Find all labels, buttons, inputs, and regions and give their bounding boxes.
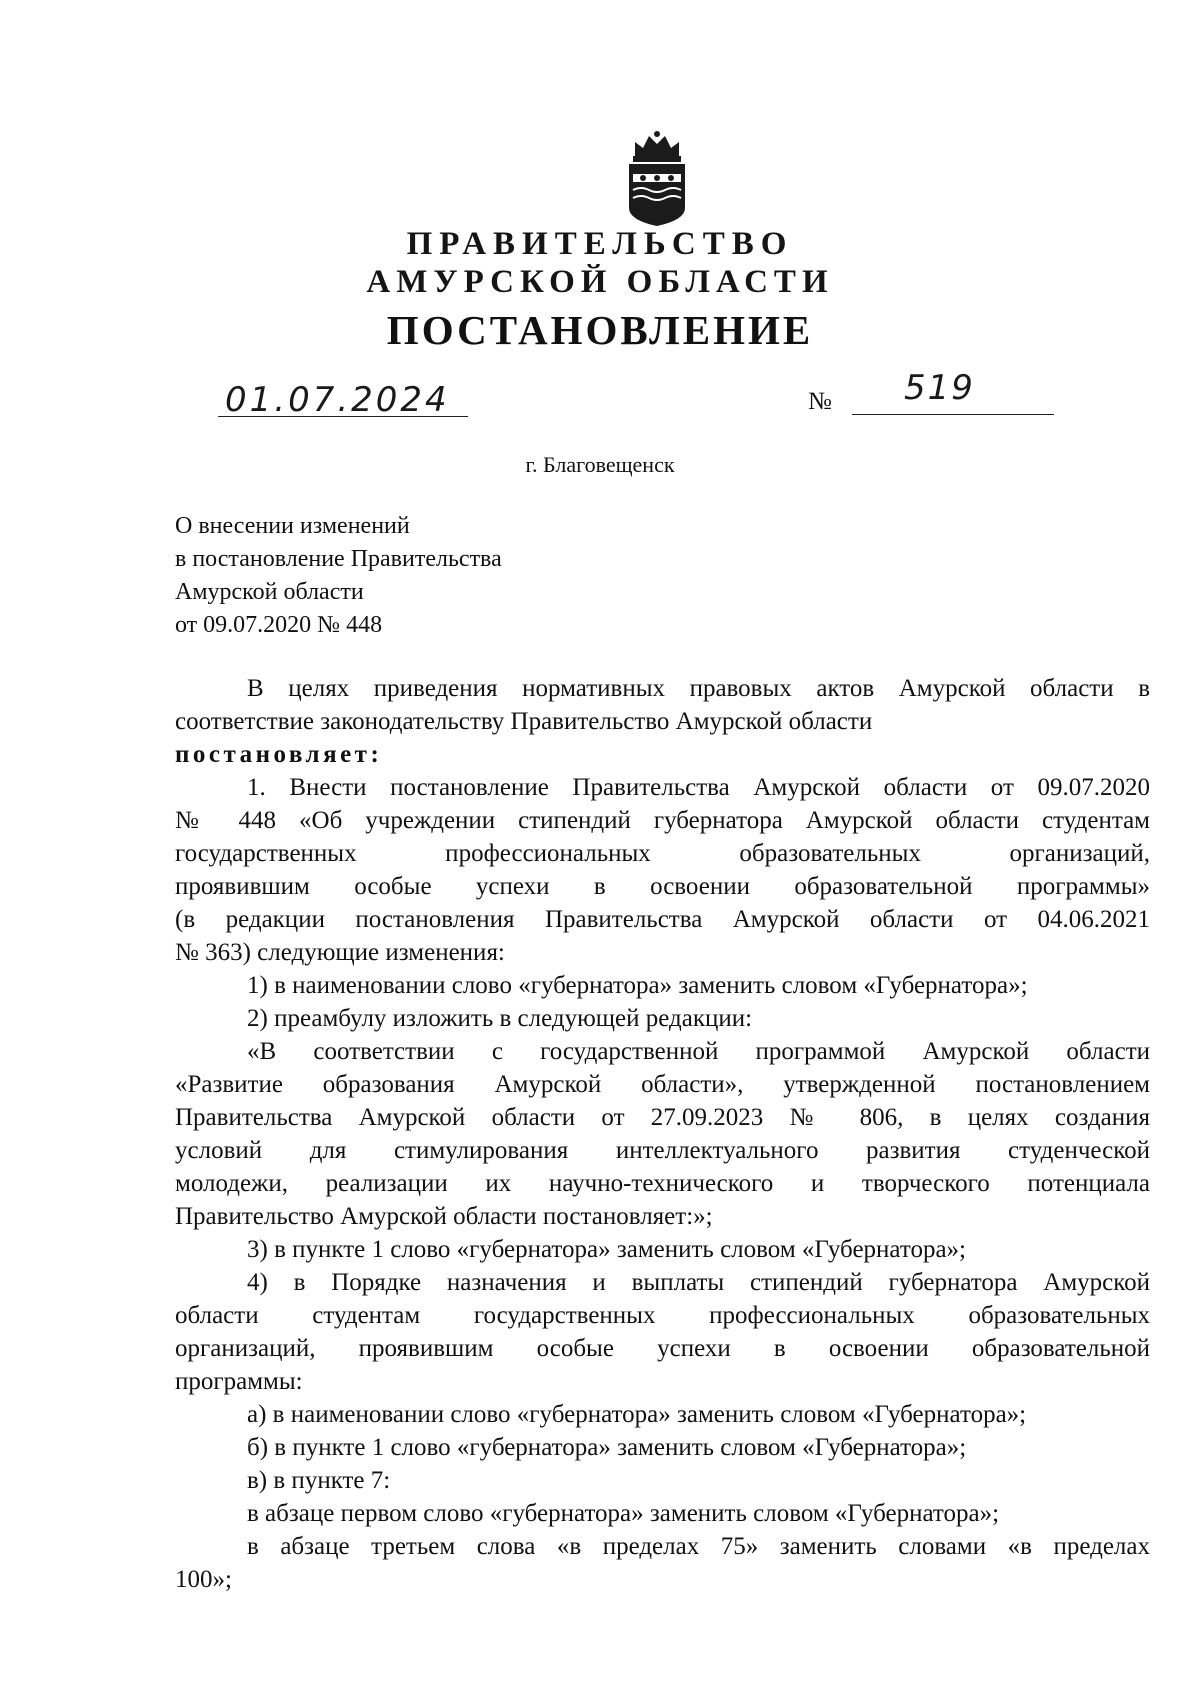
resolves-word: постановляет: xyxy=(175,741,383,768)
item1-line: № 363) следующие изменения: xyxy=(175,939,505,966)
quote-line: «В соответствии с государственной программой Амурской области xyxy=(247,1038,1150,1065)
date-underline xyxy=(218,416,468,417)
item1-line: 1. Внести постановление Правительства Амурской области от 09.07.2020 xyxy=(247,774,1150,801)
item1-line: государственных профессиональных образовательных организаций, xyxy=(175,840,1150,867)
subject-line: Амурской области xyxy=(175,579,364,605)
coat-of-arms-icon xyxy=(621,128,693,228)
subitem-4-line: программы: xyxy=(175,1368,303,1395)
item1-line: № 448 «Об учреждении стипендий губернатора Амурской области студентам xyxy=(175,807,1150,834)
document-body xyxy=(175,672,1150,1596)
city-name: г. Благовещенск xyxy=(525,452,675,477)
quote-line: Правительство Амурской области постановляет:»; xyxy=(175,1203,713,1230)
item1-line: (в редакции постановления Правительства Амурской области от 04.06.2021 xyxy=(175,906,1150,933)
quote-line: условий для стимулирования интеллектуального развития студенческой xyxy=(175,1137,1150,1164)
number-sign: № xyxy=(808,388,832,415)
quote-line: молодежи, реализации их научно-технического и творческого потенциала xyxy=(175,1170,1150,1197)
subject-line: от 09.07.2020 № 448 xyxy=(175,612,383,638)
preamble-line: соответствие законодательству Правительство Амурской области xyxy=(175,708,873,735)
subject-line: в постановление Правительства xyxy=(175,546,502,572)
item1-line: проявившим особые успехи в освоении образовательной программы» xyxy=(175,873,1150,900)
quote-line: Правительства Амурской области от 27.09.2023 № 806, в целях создания xyxy=(175,1104,1150,1131)
subitem-2: 2) преамбулу изложить в следующей редакции: xyxy=(247,1005,753,1032)
paragraph-third-change-line: в абзаце третьем слова «в пределах 75» заменить словами «в пределах xyxy=(247,1533,1150,1560)
subitem-4-line: области студентам государственных профессиональных образовательных xyxy=(175,1302,1150,1329)
subitem-4a: а) в наименовании слово «губернатора» заменить словом «Губернатора»; xyxy=(247,1401,1027,1428)
subitem-3: 3) в пункте 1 слово «губернатора» заменить словом «Губернатора»; xyxy=(247,1236,967,1263)
preamble-line: В целях приведения нормативных правовых актов Амурской области в xyxy=(247,675,1150,702)
org-name-line2: АМУРСКОЙ ОБЛАСТИ xyxy=(366,264,834,300)
subitem-1: 1) в наименовании слово «губернатора» заменить словом «Губернатора»; xyxy=(247,972,1028,999)
document-subject xyxy=(175,510,502,642)
paragraph-first-change: в абзаце первом слово «губернатора» заменить словом «Губернатора»; xyxy=(247,1500,1000,1527)
subitem-4b: б) в пункте 1 слово «губернатора» заменить словом «Губернатора»; xyxy=(247,1434,967,1461)
paragraph-third-change-line: 100»; xyxy=(175,1566,232,1593)
subitem-4-line: 4) в Порядке назначения и выплаты стипендий губернатора Амурской xyxy=(247,1269,1150,1296)
document-type-title: ПОСТАНОВЛЕНИЕ xyxy=(386,307,814,353)
subitem-4v: в) в пункте 7: xyxy=(247,1467,391,1494)
subitem-4-line: организаций, проявившим особые успехи в освоении образовательной xyxy=(175,1335,1150,1362)
document-date: 01.07.2024 xyxy=(225,380,450,420)
document-number: 519 xyxy=(904,368,975,408)
number-underline xyxy=(852,414,1054,415)
subject-line: О внесении изменений xyxy=(175,513,410,539)
org-name-line1: ПРАВИТЕЛЬСТВО xyxy=(406,226,794,262)
quote-line: «Развитие образования Амурской области», утвержденной постановлением xyxy=(175,1071,1150,1098)
